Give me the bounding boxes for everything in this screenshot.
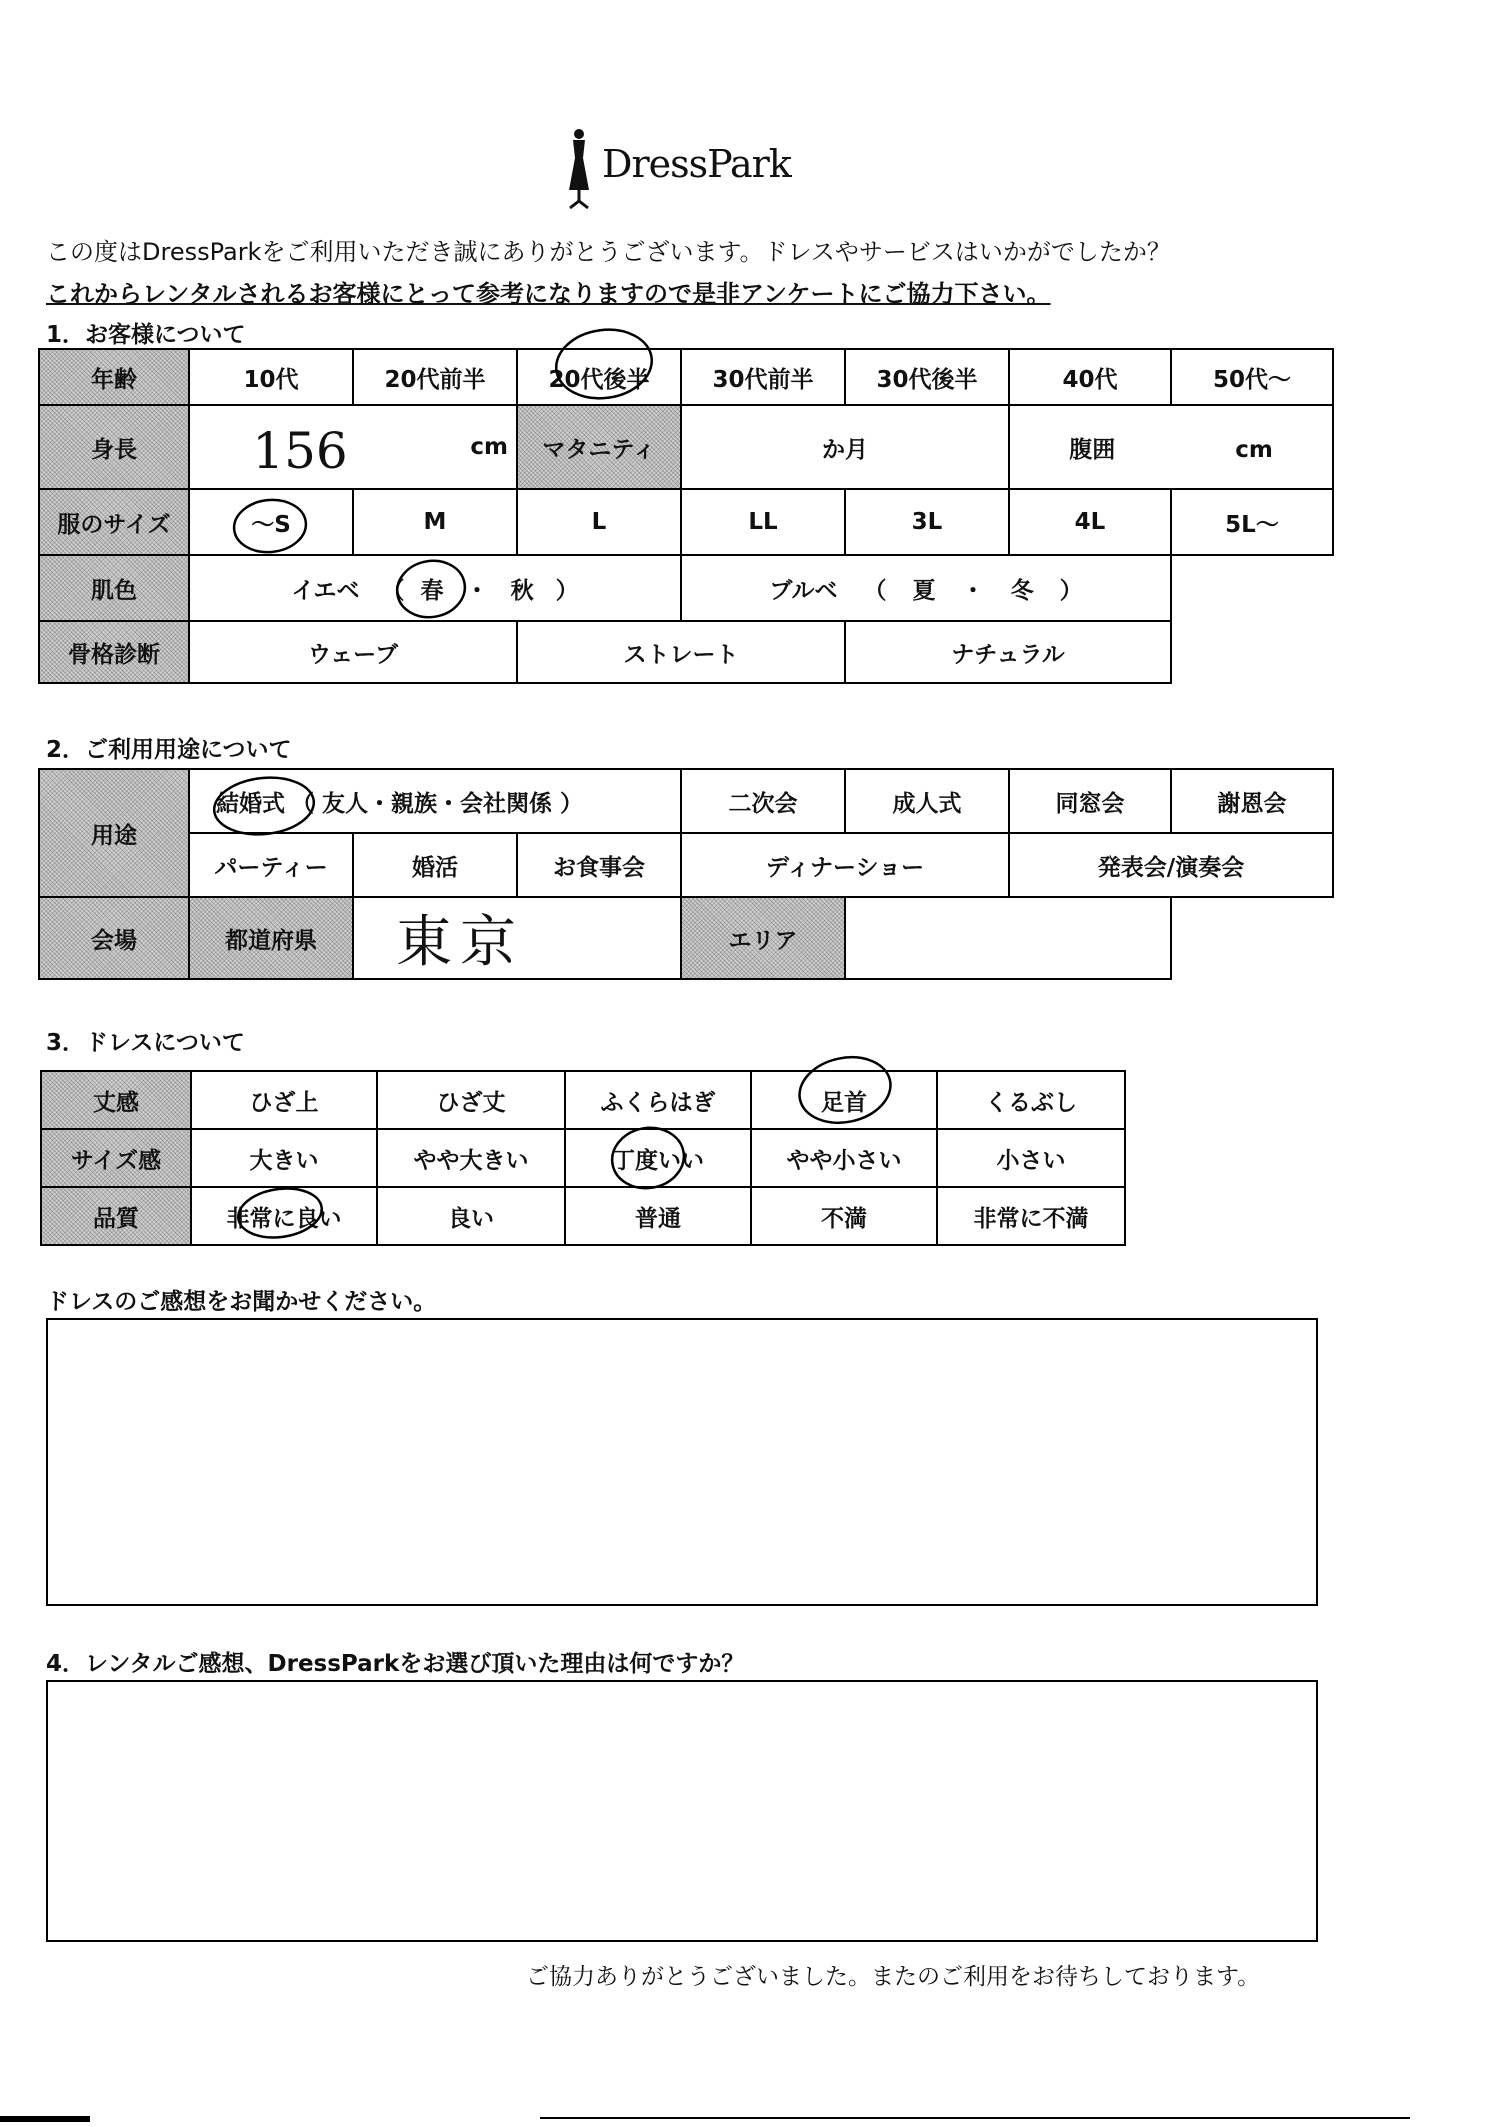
age-option[interactable]: 20代前半 bbox=[353, 349, 517, 405]
skin-row bbox=[39, 555, 1333, 621]
length-option[interactable]: ふくらはぎ bbox=[565, 1071, 751, 1129]
yellow-base-label: イエベ bbox=[291, 577, 360, 604]
intro-thanks: この度はDressParkをご利用いただき誠にありがとうございます。ドレスやサービスはいかがでしたか？ bbox=[46, 238, 1171, 266]
length-option[interactable]: くるぶし bbox=[937, 1071, 1125, 1129]
size-option[interactable]: LL bbox=[681, 489, 845, 555]
winter-option[interactable]: 冬 bbox=[1010, 577, 1034, 604]
purpose-option[interactable]: 成人式 bbox=[845, 769, 1009, 833]
fit-row bbox=[41, 1129, 1125, 1187]
wedding-label-selected[interactable]: 結婚式 bbox=[216, 790, 285, 817]
fit-option-selected[interactable]: 丁度いい bbox=[565, 1129, 751, 1187]
length-label: 丈感 bbox=[41, 1071, 191, 1129]
autumn-option[interactable]: 秋 bbox=[510, 577, 534, 604]
closing-thanks: ご協力ありがとうございました。またのご利用をお待ちしております。 bbox=[526, 1964, 1261, 1990]
skin-label: 肌色 bbox=[39, 555, 189, 621]
bottom-rule bbox=[540, 2117, 1410, 2119]
wedding-detail: （ 友人・親族・会社関係 ） bbox=[291, 790, 584, 817]
body-type-option[interactable]: ストレート bbox=[517, 621, 845, 683]
age-option[interactable]: 50代～ bbox=[1171, 349, 1333, 405]
dress-logo-icon bbox=[562, 128, 596, 210]
prefecture-field[interactable] bbox=[353, 897, 681, 979]
age-option-selected[interactable]: 20代後半 bbox=[517, 349, 681, 405]
fit-option[interactable]: やや大きい bbox=[377, 1129, 565, 1187]
age-label: 年齢 bbox=[39, 349, 189, 405]
venue-row bbox=[39, 897, 1333, 979]
quality-label: 品質 bbox=[41, 1187, 191, 1245]
blank-cell bbox=[1171, 555, 1333, 621]
summer-option[interactable]: 夏 bbox=[912, 577, 936, 604]
age-option[interactable]: 40代 bbox=[1009, 349, 1171, 405]
skin-blue-option[interactable] bbox=[681, 555, 1171, 621]
quality-option-selected[interactable]: 非常に良い bbox=[191, 1187, 377, 1245]
maternity-label: マタニティ bbox=[517, 405, 681, 489]
age-option[interactable]: 10代 bbox=[189, 349, 353, 405]
size-row bbox=[39, 489, 1333, 555]
purpose-option[interactable]: ディナーショー bbox=[681, 833, 1009, 897]
age-option[interactable]: 30代前半 bbox=[681, 349, 845, 405]
waist-unit: cm bbox=[1235, 436, 1273, 463]
blank-cell bbox=[1171, 897, 1333, 979]
section3-title: 3．ドレスについて bbox=[46, 1030, 245, 1056]
brand-logo-text: DressPark bbox=[602, 142, 791, 186]
height-value: 156 bbox=[252, 422, 348, 480]
purpose-row-1 bbox=[39, 769, 1333, 833]
spring-option-selected[interactable]: 春 bbox=[420, 577, 444, 604]
scan-edge-mark bbox=[0, 2116, 90, 2122]
paren-open: （ bbox=[863, 577, 887, 604]
waist-field[interactable] bbox=[1009, 405, 1333, 489]
size-option[interactable]: 5L～ bbox=[1171, 489, 1333, 555]
section2-title: 2．ご利用用途について bbox=[46, 737, 292, 763]
size-option[interactable]: L bbox=[517, 489, 681, 555]
quality-option[interactable]: 非常に不満 bbox=[937, 1187, 1125, 1245]
age-option[interactable]: 30代後半 bbox=[845, 349, 1009, 405]
intro-request: これからレンタルされるお客様にとって参考になりますので是非アンケートにご協力下さい。 bbox=[46, 280, 1051, 308]
size-label: 服のサイズ bbox=[39, 489, 189, 555]
height-unit: cm bbox=[470, 434, 508, 460]
length-option[interactable]: ひざ丈 bbox=[377, 1071, 565, 1129]
maternity-months-field[interactable] bbox=[681, 405, 1009, 489]
purpose-label: 用途 bbox=[39, 769, 189, 897]
height-row bbox=[39, 405, 1333, 489]
quality-row bbox=[41, 1187, 1125, 1245]
waist-label: 腹囲 bbox=[1069, 436, 1116, 463]
quality-option[interactable]: 不満 bbox=[751, 1187, 937, 1245]
separator-dot: ・ bbox=[465, 577, 489, 604]
blank-cell bbox=[1171, 621, 1333, 683]
customer-table bbox=[38, 348, 1334, 684]
rental-reason-box[interactable] bbox=[46, 1680, 1318, 1942]
age-row bbox=[39, 349, 1333, 405]
paren-open: （ bbox=[381, 577, 405, 604]
length-option[interactable]: ひざ上 bbox=[191, 1071, 377, 1129]
quality-option[interactable]: 普通 bbox=[565, 1187, 751, 1245]
separator-dot: ・ bbox=[961, 577, 985, 604]
purpose-option[interactable]: 二次会 bbox=[681, 769, 845, 833]
length-option-selected[interactable]: 足首 bbox=[751, 1071, 937, 1129]
prefecture-value: 東京 bbox=[396, 910, 524, 975]
size-option[interactable]: 4L bbox=[1009, 489, 1171, 555]
purpose-option[interactable]: パーティー bbox=[189, 833, 353, 897]
area-label: エリア bbox=[681, 897, 845, 979]
body-type-option[interactable]: ナチュラル bbox=[845, 621, 1171, 683]
area-field[interactable] bbox=[845, 897, 1171, 979]
venue-label: 会場 bbox=[39, 897, 189, 979]
size-option[interactable]: M bbox=[353, 489, 517, 555]
section4-title: 4．レンタルご感想、DressParkをお選び頂いた理由は何ですか？ bbox=[46, 1651, 745, 1677]
purpose-row-2 bbox=[39, 833, 1333, 897]
body-type-row bbox=[39, 621, 1333, 683]
purpose-option[interactable]: 同窓会 bbox=[1009, 769, 1171, 833]
months-unit: か月 bbox=[822, 436, 868, 463]
purpose-option[interactable]: 発表会/演奏会 bbox=[1009, 833, 1333, 897]
dress-comment-box[interactable] bbox=[46, 1318, 1318, 1606]
fit-option[interactable]: 小さい bbox=[937, 1129, 1125, 1187]
purpose-option[interactable]: 婚活 bbox=[353, 833, 517, 897]
body-type-label: 骨格診断 bbox=[39, 621, 189, 683]
body-type-option[interactable]: ウェーブ bbox=[189, 621, 517, 683]
dress-table bbox=[40, 1070, 1126, 1246]
height-label: 身長 bbox=[39, 405, 189, 489]
quality-option[interactable]: 良い bbox=[377, 1187, 565, 1245]
purpose-option[interactable]: 謝恩会 bbox=[1171, 769, 1333, 833]
dress-comment-prompt: ドレスのご感想をお聞かせください。 bbox=[46, 1289, 437, 1315]
paren-close: ） bbox=[555, 577, 579, 604]
length-row bbox=[41, 1071, 1125, 1129]
size-option[interactable]: 3L bbox=[845, 489, 1009, 555]
section1-title: 1．お客様について bbox=[46, 322, 246, 348]
prefecture-label: 都道府県 bbox=[189, 897, 353, 979]
purpose-table bbox=[38, 768, 1334, 980]
fit-label: サイズ感 bbox=[41, 1129, 191, 1187]
fit-option[interactable]: 大きい bbox=[191, 1129, 377, 1187]
paren-close: ） bbox=[1059, 577, 1083, 604]
height-field[interactable] bbox=[189, 405, 517, 489]
blue-base-label: ブルベ bbox=[769, 577, 838, 604]
wedding-option[interactable] bbox=[189, 769, 681, 833]
skin-yellow-option[interactable] bbox=[189, 555, 681, 621]
size-option-selected[interactable]: ～S bbox=[189, 489, 353, 555]
purpose-option[interactable]: お食事会 bbox=[517, 833, 681, 897]
fit-option[interactable]: やや小さい bbox=[751, 1129, 937, 1187]
